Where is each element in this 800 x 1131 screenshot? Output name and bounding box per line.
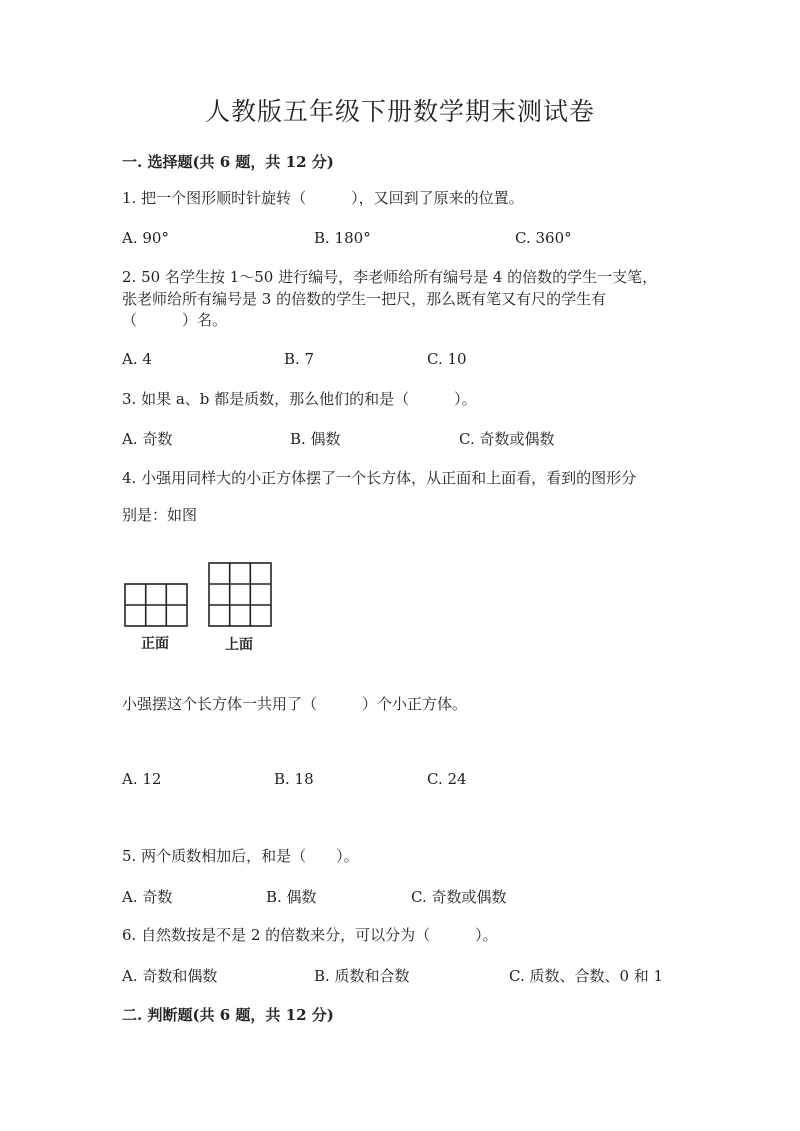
question-2-stem-line-3: （ ）名。 <box>122 311 228 329</box>
page-title: 人教版五年级下册数学期末测试卷 <box>204 97 595 126</box>
top-view-grid <box>208 562 273 628</box>
top-view-label: 上面 <box>225 637 253 653</box>
question-3-option-c: C. 奇数或偶数 <box>459 430 555 448</box>
question-2-option-c: C. 10 <box>427 350 467 368</box>
question-5-stem: 5. 两个质数相加后，和是（ ）。 <box>122 847 359 865</box>
question-6-option-a: A. 奇数和偶数 <box>122 967 218 985</box>
question-1-option-a: A. 90° <box>122 229 169 247</box>
question-4-option-c: C. 24 <box>427 770 467 788</box>
section-heading-judgement: 二. 判断题(共 6 题，共 12 分) <box>122 1006 334 1024</box>
question-1-option-b: B. 180° <box>314 229 371 247</box>
question-6-stem: 6. 自然数按是不是 2 的倍数来分，可以分为（ ）。 <box>122 926 498 944</box>
question-4-stem-line-1: 4. 小强用同样大的小正方体摆了一个长方体，从正面和上面看，看到的图形分 <box>122 469 637 487</box>
question-6-option-c: C. 质数、合数、0 和 1 <box>509 967 664 985</box>
question-2-option-b: B. 7 <box>284 350 315 368</box>
section-heading-choice: 一. 选择题(共 6 题，共 12 分) <box>122 153 334 171</box>
question-4-ask: 小强摆这个长方体一共用了（ ）个小正方体。 <box>122 695 468 713</box>
question-5-option-c: C. 奇数或偶数 <box>411 888 507 906</box>
front-view-grid <box>124 583 189 628</box>
question-4-option-b: B. 18 <box>274 770 314 788</box>
question-3-option-b: B. 偶数 <box>290 430 341 448</box>
question-2-option-a: A. 4 <box>122 350 152 368</box>
question-4-stem-line-2: 别是：如图 <box>122 506 198 524</box>
question-2-stem-line-2: 张老师给所有编号是 3 的倍数的学生一把尺，那么既有笔又有尺的学生有 <box>122 290 607 308</box>
question-2-stem-line-1: 2. 50 名学生按 1～50 进行编号，李老师给所有编号是 4 的倍数的学生一支笔， <box>122 268 658 286</box>
question-3-option-a: A. 奇数 <box>122 430 173 448</box>
front-view-label: 正面 <box>141 636 169 652</box>
question-6-option-b: B. 质数和合数 <box>314 967 410 985</box>
question-1-stem: 1. 把一个图形顺时针旋转（ ），又回到了原来的位置。 <box>122 189 524 207</box>
question-5-option-a: A. 奇数 <box>122 888 173 906</box>
question-4-option-a: A. 12 <box>122 770 162 788</box>
question-1-option-c: C. 360° <box>515 229 572 247</box>
question-3-stem: 3. 如果 a、b 都是质数，那么他们的和是（ ）。 <box>122 390 477 408</box>
question-5-option-b: B. 偶数 <box>266 888 317 906</box>
